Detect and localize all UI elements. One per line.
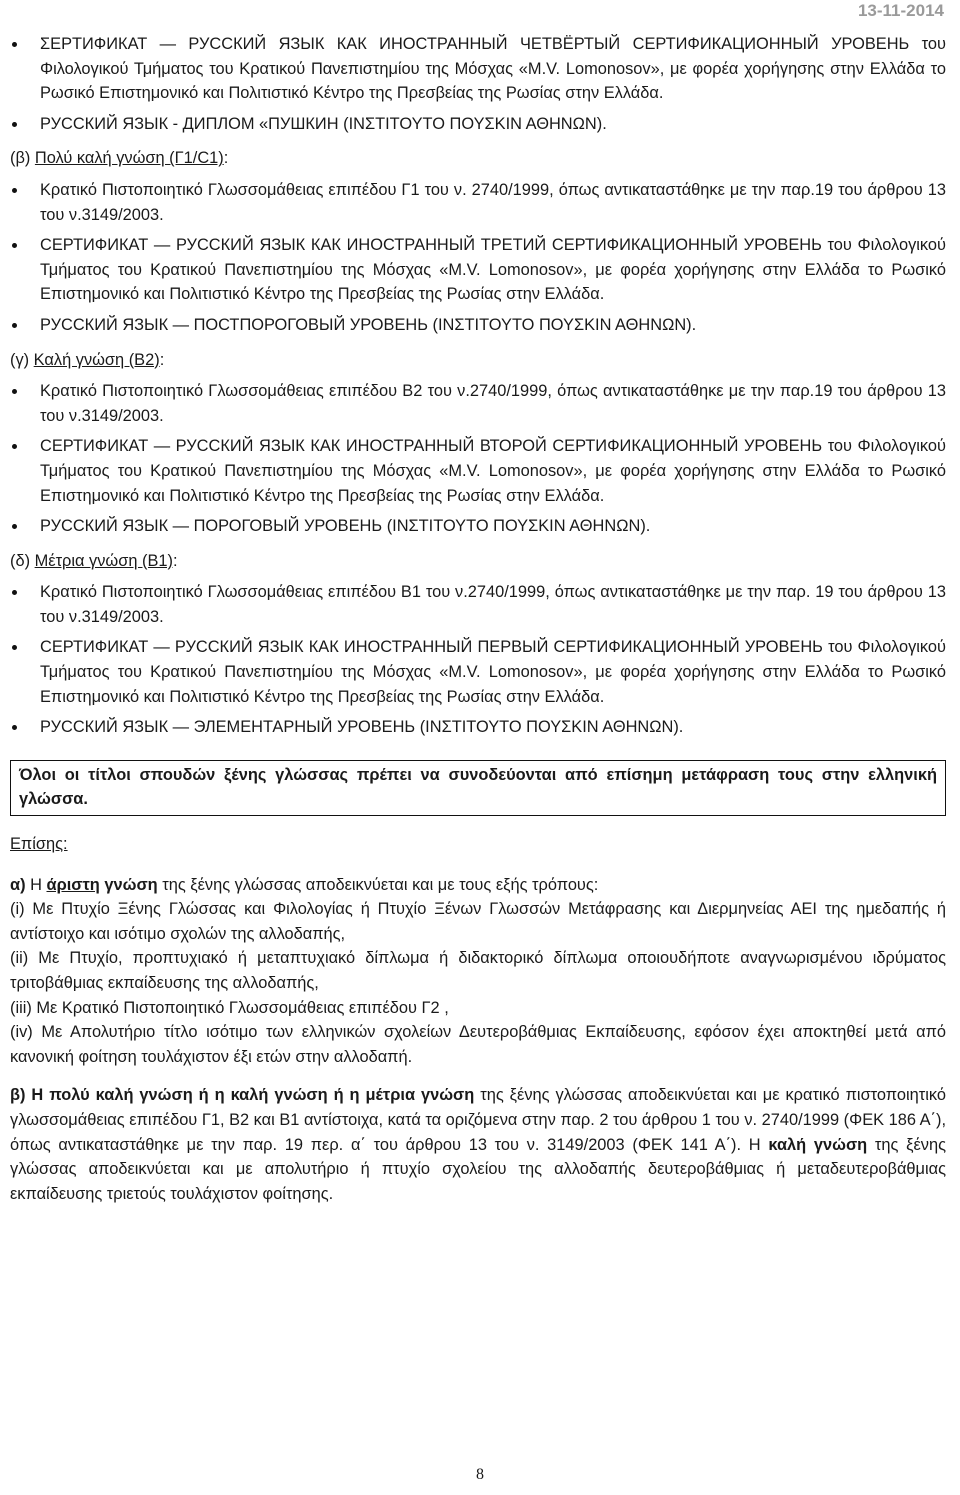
section-c-title: Καλή γνώση (Β2) [33, 350, 160, 369]
paragraph-b-text2: της ξένης γλώσσας αποδεικνύεται και με απολυτήριο ή πτυχίο σχολείου της αλλοδαπής δευτεροβάθμιας ή μεταδευτεροβάθμιας εκπαίδευσης τριετούς τουλάχιστον φοίτησης. [10, 1135, 946, 1203]
section-d-prefix: (δ) [10, 551, 35, 570]
section-c-prefix: (γ) [10, 350, 34, 369]
paragraph-a-rest: της ξένης γλώσσας αποδεικνύεται και με τους εξής τρόπους: [157, 875, 599, 894]
section-d-title: Μέτρια γνώση (Β1) [34, 551, 173, 570]
paragraph-a-article: Η [25, 875, 47, 894]
list-section-d [10, 580, 946, 740]
section-c-heading [10, 348, 946, 373]
paragraph-b-text1: της ξένης γλώσσας αποδεικνύεται και με κρατικό πιστοποιητικό γλωσσομάθειας επιπέδου Γ1, Β2 και Β1 αντίστοιχα, κατά τα οριζόμενα στην παρ. 2 του άρθρου 1 του ν. 2740/1999 (ΦΕΚ 186 Α΄), όπως αντικαταστάθηκε με την παρ. 19 περ. α΄ του άρθρου 13 του ν. 3149/2003 (ΦΕΚ 141 Α΄). Η [10, 1086, 947, 1154]
paragraph-b-lead: β) Η πολύ καλή γνώση ή η καλή γνώση ή η μέτρια γνώση [10, 1086, 475, 1105]
paragraph-a-item: (iv) Με Απολυτήριο τίτλο ισότιμο των ελληνικών σχολείων Δευτεροβάθμιας Εκπαίδευσης, εφόσον έχει αποκτηθεί μετά από κανονική φοίτηση τουλάχιστον έξι ετών στην αλλοδαπή. [10, 1023, 946, 1066]
paragraph-a-gnosi: γνώση [99, 875, 158, 894]
list-item: РУССКИЙ ЯЗЫК — ПОСТПОРОГОВЫЙ УРОВЕНЬ (ΙΝΣΤΙΤΟΥΤΟ ΠΟΥΣΚΙΝ ΑΘΗΝΩΝ). [10, 313, 946, 338]
section-d-heading [10, 549, 946, 574]
page-number: 8 [476, 1466, 484, 1483]
paragraph-a-intro [10, 873, 946, 898]
list-item: СЕРТИФИКАТ — РУССКИЙ ЯЗЫК КАК ИНОСТРАННЫЙ ТРЕТИЙ СЕРТИФИКАЦИОННЫЙ УРОВЕНЬ του Φιλολογικού Τμήματος του Κρατικού Πανεπιστημίου της Μόσχας «M.V. Lomonosov», με φορέα χορήγησης στην Ελλάδα το Ρωσικό Επιστημονικό και Πολιτιστικό Κέντρο της Πρεσβείας της Ρωσίας στην Ελλάδα. [10, 233, 946, 307]
list-item: РУССКИЙ ЯЗЫК — ПОРОГОВЫЙ УРОВЕНЬ (ΙΝΣΤΙΤΟΥΤΟ ΠΟΥΣΚΙΝ ΑΘΗΝΩΝ). [10, 514, 946, 539]
list-section-b [10, 178, 946, 338]
document-body [10, 32, 946, 1206]
section-b-heading [10, 146, 946, 171]
list-russian-c2 [10, 32, 946, 136]
section-c-suffix: : [159, 350, 165, 369]
section-b-title: Πολύ καλή γνώση (Γ1/C1) [34, 149, 224, 168]
paragraph-a-item: (ii) Με Πτυχίο, προπτυχιακό ή μεταπτυχιακό δίπλωμα ή διδακτορικό δίπλωμα οποιουδήποτε αναγνωρισμένου ιδρύματος τριτοβάθμιας εκπαίδευσης της αλλοδαπής, [10, 949, 946, 992]
list-item: РУССКИЙ ЯЗЫК — ЭЛЕМЕНТАРНЫЙ УРОВЕНЬ (ΙΝΣΤΙΤΟΥΤΟ ΠΟΥΣΚΙΝ ΑΘΗΝΩΝ). [10, 715, 946, 740]
list-item: СЕРТИФИКАТ — РУССКИЙ ЯЗЫК КАК ИНОСТРАННЫЙ ПЕРВЫЙ СЕРТИФИКАЦИОННЫЙ УРОВЕНЬ του Φιλολογικού Τμήματος του Κρατικού Πανεπιστημίου της Μόσχας «M.V. Lomonosov», με φορέα χορήγησης στην Ελλάδα το Ρωσικό Επιστημονικό και Πολιτιστικό Κέντρο της Πρεσβείας της Ρωσίας στην Ελλάδα. [10, 635, 946, 709]
list-item: Κρατικό Πιστοποιητικό Γλωσσομάθειας επιπέδου Β1 του ν.2740/1999, όπως αντικαταστάθηκε με την παρ. 19 του άρθρου 13 του ν.3149/2003. [10, 580, 946, 629]
episis-heading: Επίσης: [10, 835, 68, 854]
section-b-suffix: : [223, 149, 229, 168]
list-item: ΣΕΡΤИФИКАТ — РУССКИЙ ЯЗЫК КАК ИНОСТРАННЫЙ ЧЕТВЁРТЫЙ СЕРТИФИКАЦИОННЫЙ УРОВЕНЬ του Φιλολογικού Τμήματος του Κρατικού Πανεπιστημίου της Μόσχας «M.V. Lomonosov», με φορέα χορήγησης στην Ελλάδα το Ρωσικό Επιστημονικό και Πολιτιστικό Κέντρο της Πρεσβείας της Ρωσίας στην Ελλάδα. [10, 32, 946, 106]
paragraph-a-item: (iii) Με Κρατικό Πιστοποιητικό Γλωσσομάθειας επιπέδου Γ2 , [10, 998, 449, 1017]
list-item: РУССКИЙ ЯЗЫК - ДИПЛОМ «ПУШКИН (ΙΝΣΤΙΤΟΥΤΟ ΠΟΥΣΚΙΝ ΑΘΗΝΩΝ). [10, 112, 946, 137]
paragraph-b [10, 1083, 946, 1206]
section-d-suffix: : [172, 551, 178, 570]
paragraph-a-ariste: άριστη [46, 875, 100, 894]
list-item: Κρατικό Πιστοποιητικό Γλωσσομάθειας επιπέδου Β2 του ν.2740/1999, όπως αντικαταστάθηκε με την παρ.19 του άρθρου 13 του ν.3149/2003. [10, 379, 946, 428]
translation-note-box: Όλοι οι τίτλοι σπουδών ξένης γλώσσας πρέπει να συνοδεύονται από επίσημη μετάφραση τους στην ελληνική γλώσσα. [10, 760, 946, 816]
paragraph-a-item: (i) Με Πτυχίο Ξένης Γλώσσας και Φιλολογίας ή Πτυχίο Ξένων Γλωσσών Μετάφρασης και Διερμηνείας ΑΕΙ της ημεδαπής ή αντίστοιχο και ισότιμο σχολών της αλλοδαπής, [10, 900, 946, 943]
section-b-prefix: (β) [10, 149, 35, 168]
header-date: 13-11-2014 [857, 1, 944, 20]
paragraph-a-label: α) [10, 875, 26, 894]
list-item: Κρατικό Πιστοποιητικό Γλωσσομάθειας επιπέδου Γ1 του ν. 2740/1999, όπως αντικαταστάθηκε με την παρ.19 του άρθρου 13 του ν.3149/2003. [10, 178, 946, 227]
paragraph-b-kali: καλή γνώση [768, 1135, 868, 1154]
list-item: СЕРТИФИКАТ — РУССКИЙ ЯЗЫК КАК ИНОСТРАННЫЙ ВТОРОЙ СЕРТИФИКАЦИОННЫЙ УРОВЕНЬ του Φιλολογικού Τμήματος του Κρατικού Πανεπιστημίου της Μόσχας «M.V. Lomonosov», με φορέα χορήγησης στην Ελλάδα το Ρωσικό Επιστημονικό και Πολιτιστικό Κέντρο της Πρεσβείας της Ρωσίας στην Ελλάδα. [10, 434, 946, 508]
list-section-c [10, 379, 946, 539]
